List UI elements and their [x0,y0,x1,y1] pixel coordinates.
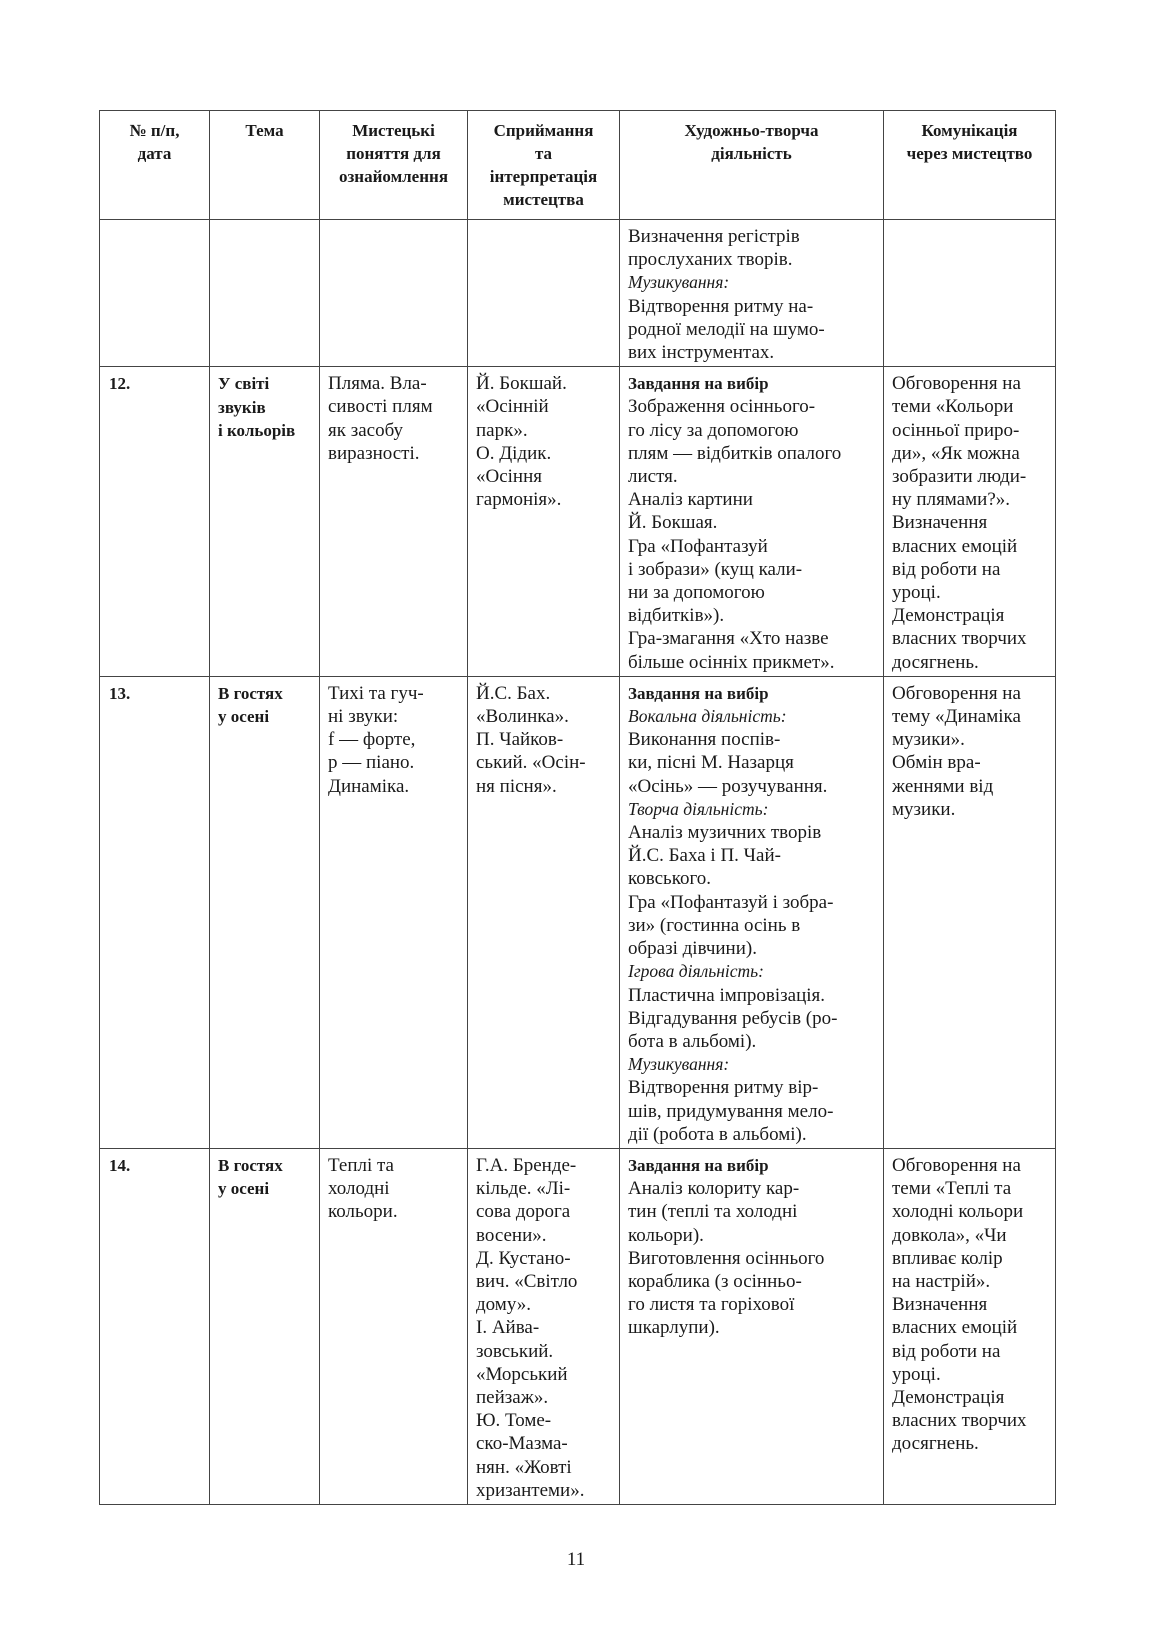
cell-line: на настрій». [892,1270,991,1292]
cell-line: хризантеми». [476,1479,585,1501]
cell-line: зобразити люди- [892,466,1027,488]
cell-line: Завдання на вибір [628,1155,769,1175]
cell-line: Пластична імпровізація. [628,984,826,1006]
header-line: Художньо-творча [684,121,819,140]
topic-cell [210,676,320,1148]
cell-line: ско-Мазма- [476,1433,568,1455]
header-line: Мистецькі [352,121,435,140]
cell-line: Д. Кустано- [476,1247,571,1269]
cell-line: звуків [218,397,266,417]
cell-line: дому». [476,1294,532,1316]
cell-line: го листя та горіхової [628,1294,795,1316]
lesson-plan-table [99,110,1056,1505]
cell-line: 14. [109,1155,131,1175]
cell-line: «Осінь» — розучування. [628,775,828,797]
cell-line: уроці. [892,582,941,604]
cell-line: дії (робота в альбомі). [628,1123,807,1145]
cell-line: досягнень. [892,1433,979,1455]
concepts-cell [320,220,468,367]
cell-line: Й.С. Баха і П. Чай- [628,845,781,867]
cell-line: музики. [892,798,956,820]
topic-cell [210,1148,320,1504]
table-body [100,220,1056,1505]
cell-line: Ю. Томе- [476,1410,552,1432]
cell-line: кольори. [328,1201,398,1223]
cell-line: теми «Кольори [892,396,1014,418]
cell-line: Й.С. Бах. [476,682,551,704]
row-number-cell [100,676,210,1148]
table-header-row [100,111,1056,220]
cell-line: впливає колір [892,1247,1003,1269]
perception-cell [468,1148,620,1504]
cell-line: плям — відбитків опалого [628,442,842,464]
header-line: мистецтва [503,190,584,209]
cell-line: тему «Динаміка [892,706,1021,728]
cell-line: Завдання на вибір [628,374,769,394]
header-line: Сприймання [493,121,594,140]
cell-line: Тихі та гуч- [328,682,424,704]
cell-line: Визначення [892,1294,988,1316]
cell-line: Й. Бокшая. [628,512,718,534]
cell-line: власних емоцій [892,1317,1018,1339]
header-cell [884,111,1056,220]
concepts-cell [320,1148,468,1504]
header-cell [620,111,884,220]
cell-line: В гостях [218,683,283,703]
communication-cell [884,367,1056,677]
cell-line: музики». [892,729,965,751]
header-line: Тема [245,121,284,140]
cell-line: гармонія». [476,489,562,511]
cell-line: ни за допомогою [628,582,765,604]
cell-line: ди», «Як можна [892,442,1020,464]
communication-cell [884,1148,1056,1504]
cell-line: женнями від [892,775,994,797]
cell-line: Обмін вра- [892,752,981,774]
cell-line: І. Айва- [476,1317,540,1339]
row-number-cell [100,1148,210,1504]
cell-line: f — форте, [328,729,416,751]
cell-line: кораблика (з осінньо- [628,1270,802,1292]
cell-line: від роботи на [892,558,1001,580]
cell-line: Відтворення ритму вір- [628,1077,819,1099]
header-cell [468,111,620,220]
perception-cell [468,367,620,677]
header-line: ознайомлення [338,167,449,186]
cell-line: холодні [328,1178,390,1200]
cell-line: ки, пісні М. Назарця [628,752,794,774]
row-number-cell [100,220,210,367]
cell-line: пейзаж». [476,1386,549,1408]
cell-line: О. Дідик. [476,442,552,464]
cell-line: 13. [109,683,131,703]
cell-line: ну плямами?». [892,489,1011,511]
cell-line: у осені [218,1179,270,1199]
cell-line: як засобу [328,419,404,441]
cell-line: П. Чайков- [476,729,564,751]
cell-line: Виконання поспів- [628,729,781,751]
cell-line: Визначення [892,512,988,534]
table-row [100,1148,1056,1504]
cell-line: Обговорення на [892,373,1021,395]
cell-line: «Морський [476,1363,568,1385]
header-line: Комунікація [921,121,1018,140]
cell-line: Аналіз музичних творів [628,822,822,844]
concepts-cell [320,367,468,677]
cell-line: Музикування: [628,272,730,293]
header-line: через мистецтво [906,144,1033,163]
cell-line: і зобрази» (кущ кали- [628,558,803,580]
cell-line: Динаміка. [328,775,410,797]
cell-line: ня пісня». [476,775,557,797]
cell-line: вич. «Світло [476,1270,578,1292]
cell-line: виразності. [328,442,420,464]
cell-line: ковського. [628,868,712,890]
cell-line: Творча діяльність: [628,798,769,819]
cell-line: бота в альбомі). [628,1030,757,1052]
activity-cell [620,676,884,1148]
cell-line: шів, придумування мело- [628,1100,834,1122]
cell-line: У світі [218,374,270,394]
cell-line: го лісу за допомогою [628,419,799,441]
cell-line: відбитків»). [628,605,725,627]
cell-line: Вокальна діяльність: [628,706,787,727]
cell-line: Виготовлення осіннього [628,1247,825,1269]
cell-line: Гра «Пофантазуй і зобра- [628,891,834,913]
cell-line: прослуханих творів. [628,249,793,271]
cell-line: довкола», «Чи [892,1224,1007,1246]
header-cell [100,111,210,220]
cell-line: холодні кольори [892,1201,1024,1223]
header-line: діяльність [711,144,792,163]
cell-line: парк». [476,419,528,441]
header-cell [320,111,468,220]
header-line: дата [137,144,172,163]
table-row [100,220,1056,367]
cell-line: Й. Бокшай. [476,373,567,395]
cell-line: p — піано. [328,752,415,774]
cell-line: Демонстрація [892,1386,1005,1408]
cell-line: Г.А. Бренде- [476,1154,577,1176]
communication-cell [884,220,1056,367]
cell-line: досягнень. [892,651,979,673]
cell-line: Аналіз картини [628,489,753,511]
cell-line: Завдання на вибір [628,683,769,703]
header-line: № п/п, [129,121,180,140]
cell-line: «Осіння [476,466,543,488]
cell-line: тин (теплі та холодні [628,1201,798,1223]
cell-line: власних творчих [892,628,1027,650]
cell-line: Музикування: [628,1054,730,1075]
cell-line: Теплі та [328,1154,394,1176]
cell-line: нян. «Жовті [476,1456,572,1478]
cell-line: восени». [476,1224,547,1246]
cell-line: у осені [218,707,270,727]
cell-line: Ігрова діяльність: [628,961,764,982]
page-number: 11 [566,1549,586,1570]
cell-line: ні звуки: [328,706,399,728]
cell-line: 12. [109,374,131,394]
activity-cell [620,367,884,677]
header-line: поняття для [346,144,441,163]
communication-cell [884,676,1056,1148]
perception-cell [468,220,620,367]
cell-line: Обговорення на [892,1154,1021,1176]
cell-line: власних творчих [892,1410,1027,1432]
cell-line: від роботи на [892,1340,1001,1362]
activity-cell [620,1148,884,1504]
cell-line: і кольорів [218,421,296,441]
cell-line: листя. [628,466,678,488]
table-row [100,367,1056,677]
cell-line: уроці. [892,1363,941,1385]
row-number-cell [100,367,210,677]
cell-line: Гра-змагання «Хто назве [628,628,829,650]
cell-line: теми «Теплі та [892,1178,1012,1200]
activity-cell [620,220,884,367]
cell-line: Обговорення на [892,682,1021,704]
cell-line: зи» (гостинна осінь в [628,914,801,936]
cell-line: зовський. [476,1340,554,1362]
cell-line: Відтворення ритму на- [628,295,814,317]
cell-line: сова дорога [476,1201,571,1223]
concepts-cell [320,676,468,1148]
cell-line: сивості плям [328,396,433,418]
topic-cell [210,220,320,367]
cell-line: Відгадування ребусів (ро- [628,1007,838,1029]
cell-line: кольори). [628,1224,704,1246]
cell-line: осінньої приро- [892,419,1020,441]
cell-line: образі дівчини). [628,938,757,960]
cell-line: більше осінніх прикмет». [628,651,835,673]
cell-line: Гра «Пофантазуй [628,535,768,557]
perception-cell [468,676,620,1148]
cell-line: В гостях [218,1155,283,1175]
header-line: інтерпретація [489,167,598,186]
cell-line: Демонстрація [892,605,1005,627]
topic-cell [210,367,320,677]
cell-line: Визначення регістрів [628,226,800,247]
cell-line: власних емоцій [892,535,1018,557]
header-line: та [534,144,553,163]
cell-line: Аналіз колориту кар- [628,1178,800,1200]
table-row [100,676,1056,1148]
cell-line: «Волинка». [476,706,569,728]
cell-line: «Осінній [476,396,549,418]
cell-line: ський. «Осін- [476,752,586,774]
cell-line: Пляма. Вла- [328,373,427,395]
cell-line: родної мелодії на шумо- [628,318,825,340]
cell-line: вих інструментах. [628,342,775,364]
cell-line: шкарлупи). [628,1317,720,1339]
header-cell [210,111,320,220]
cell-line: кільде. «Лі- [476,1178,571,1200]
cell-line: Зображення осіннього- [628,396,816,418]
